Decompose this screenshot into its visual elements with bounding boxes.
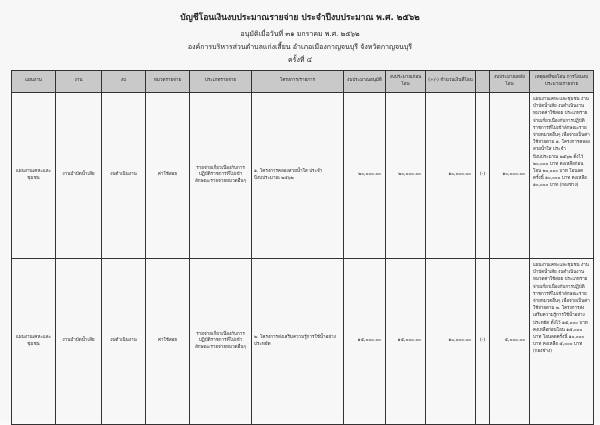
- col-header-plan: แผนงาน: [12, 71, 56, 93]
- budget-transfer-table: [11, 70, 594, 425]
- cell-approved: ๑๕,๐๐๐.๐๐: [344, 259, 386, 425]
- cell-approved: ๒๐,๐๐๐.๐๐: [344, 93, 386, 259]
- col-header-budget: งบ: [102, 71, 146, 93]
- col-header-project: โครงการ/รายการ: [252, 71, 344, 93]
- cell-budget: งบดำเนินงาน: [102, 259, 146, 425]
- cell-before: ๑๕,๐๐๐.๐๐: [386, 259, 426, 425]
- col-header-work: งาน: [56, 71, 102, 93]
- cell-project: ๑. โครงการคลองสวยน้ำใส ประจำปีงบประมาณ ๒๕๖๒: [252, 93, 344, 259]
- col-header-transfer: (+/-) จำนวนเงินที่โอน: [426, 71, 476, 93]
- cell-project: ๒. โครงการส่งเสริมความรู้การใช้น้ำอย่างประหยัด: [252, 259, 344, 425]
- col-header-before: งบประมาณก่อนโอน: [386, 71, 426, 93]
- col-header-approved: งบประมาณอนุมัติ: [344, 71, 386, 93]
- cell-work: งานบำบัดน้ำเสีย: [56, 259, 102, 425]
- cell-plan: แผนงานเคหะและชุมชน: [12, 93, 56, 259]
- cell-before: ๒๐,๐๐๐.๐๐: [386, 93, 426, 259]
- cell-category: ค่าใช้สอย: [146, 259, 190, 425]
- cell-transfer: ๑๐,๐๐๐.๐๐: [426, 259, 476, 425]
- document-title: บัญชีโอนเงินงบประมาณรายจ่าย ประจำปีงบประมาณ พ.ศ. ๒๕๖๒: [180, 13, 420, 23]
- transfer-round: ครั้งที่ ๔: [288, 56, 312, 64]
- cell-sign: (-): [476, 259, 490, 425]
- col-header-after: งบประมาณหลังโอน: [490, 71, 530, 93]
- cell-after: ๕,๐๐๐.๐๐: [490, 259, 530, 425]
- col-header-type: ประเภทรายจ่าย: [190, 71, 252, 93]
- cell-after: ๑๐,๐๐๐.๐๐: [490, 93, 530, 259]
- cell-type: รายจ่ายเกี่ยวเนื่องกับการปฏิบัติราชการที่ไม่เข้าลักษณะรายจ่ายหมวดอื่นๆ: [190, 93, 252, 259]
- cell-reason: แผนงานเคหะและชุมชน งานบำบัดน้ำเสีย งบดำเนินงาน หมวดค่าใช้สอย ประเภทรายจ่ายเกี่ยวเนื่องกับการปฏิบัติราชการที่ไม่เข้าลักษณะรายจ่ายหมวดอื่นๆ เพื่อจ่ายเป็นค่าใช้จ่ายตาม ๒. โครงการส่งเสริมความรู้การใช้น้ำอย่างประหยัด ตั้งไว้ ๑๕,๐๐๐ บาท คงเหลือก่อนโอน ๑๕,๐๐๐ บาท โอนลดครั้งนี้ ๑๐,๐๐๐ บาท คงเหลือ ๕,๐๐๐ บาท (กองช่าง): [530, 259, 594, 425]
- col-header-sign: [476, 71, 490, 93]
- cell-work: งานบำบัดน้ำเสีย: [56, 93, 102, 259]
- table-row: [12, 259, 594, 425]
- col-header-reason: เหตุผลที่ขอโอน การโอนงบประมาณรายจ่าย: [530, 71, 594, 93]
- cell-category: ค่าใช้สอย: [146, 93, 190, 259]
- approval-date: อนุมัติเมื่อวันที่ ๓๑ มกราคม พ.ศ. ๒๕๖๒: [240, 30, 360, 38]
- organization-name: องค์การบริหารส่วนตำบลแก่งเสี้ยน อำเภอเมืองกาญจนบุรี จังหวัดกาญจนบุรี: [187, 43, 413, 51]
- table-row: [12, 93, 594, 259]
- table-header-row: [12, 71, 594, 93]
- cell-budget: งบดำเนินงาน: [102, 93, 146, 259]
- cell-plan: แผนงานเคหะและชุมชน: [12, 259, 56, 425]
- cell-type: รายจ่ายเกี่ยวเนื่องกับการปฏิบัติราชการที่ไม่เข้าลักษณะรายจ่ายหมวดอื่นๆ: [190, 259, 252, 425]
- cell-reason: แผนงานเคหะและชุมชน งานบำบัดน้ำเสีย งบดำเนินงาน หมวดค่าใช้สอย ประเภทรายจ่ายเกี่ยวเนื่องกับการปฏิบัติราชการที่ไม่เข้าลักษณะรายจ่ายหมวดอื่นๆ เพื่อจ่ายเป็นค่าใช้จ่ายตาม ๑. โครงการคลองสวยน้ำใส ประจำปีงบประมาณ ๒๕๖๒ ตั้งไว้ ๒๐,๐๐๐ บาท คงเหลือก่อนโอน ๒๐,๐๐๐ บาท โอนลดครั้งนี้ ๑๐,๐๐๐ บาท คงเหลือ ๑๐,๐๐๐ บาท (กองช่าง): [530, 93, 594, 259]
- col-header-category: หมวดรายจ่าย: [146, 71, 190, 93]
- cell-sign: (-): [476, 93, 490, 259]
- cell-transfer: ๑๐,๐๐๐.๐๐: [426, 93, 476, 259]
